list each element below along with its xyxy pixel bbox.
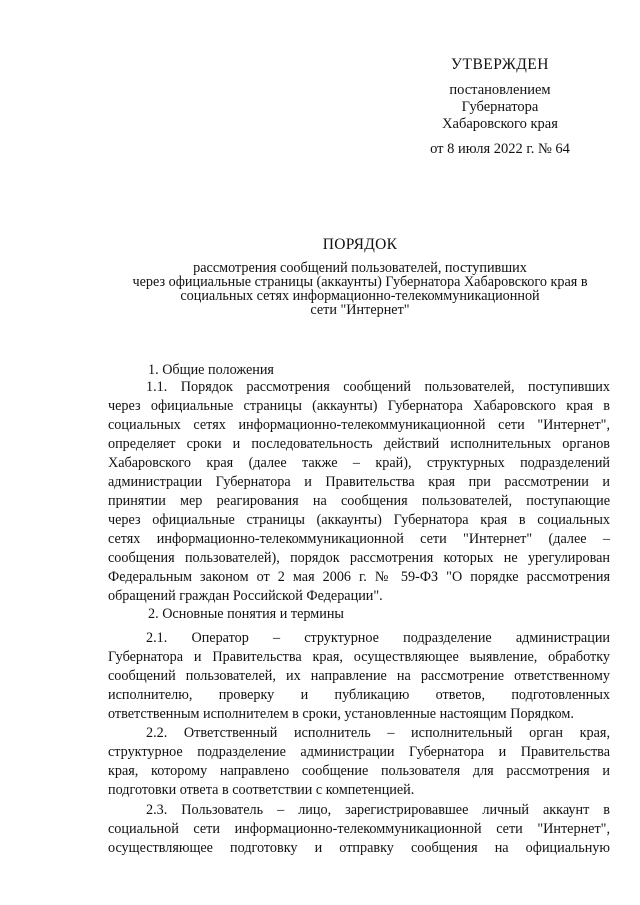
approval-heading: УТВЕРЖДЕН: [451, 56, 549, 73]
text-line: 1.1. Порядок рассмотрения сообщений пользователей, поступивших: [146, 379, 610, 395]
text-line: Губернатора и Правительства края, осуществляющее выявление, обработку: [108, 649, 610, 665]
text-line: 2.1. Оператор – структурное подразделение администрации: [146, 630, 610, 646]
approval-stamp: [400, 56, 600, 158]
approval-line: Губернатора: [461, 99, 539, 115]
text-line: структурное подразделение администрации Губернатора и Правительства: [108, 744, 610, 760]
text-line: края, которому направлено сообщение пользователя для рассмотрения и: [108, 763, 610, 779]
document-subtitle-line: социальных сетях информационно-телекоммуникационной: [180, 288, 540, 304]
text-line: сообщения пользователей), порядок рассмотрения которых не урегулирован: [108, 550, 610, 566]
text-line: социальных сетях информационно-телекоммуникационной сети "Интернет",: [108, 417, 610, 433]
text-line: сетях информационно-телекоммуникационной сети "Интернет" (далее –: [108, 531, 610, 547]
text-line: через официальные страницы (аккаунты) Губернатора Хабаровского края в: [108, 398, 610, 414]
text-line: администрации Губернатора и Правительства края при рассмотрении и: [108, 474, 610, 490]
paragraph-2-3: [108, 802, 610, 859]
text-line: через официальные страницы (аккаунты) Губернатора края в социальных: [108, 512, 610, 528]
text-line: принятии мер реагирования на сообщения пользователей, поступающие: [108, 493, 610, 509]
document-subtitle-line: через официальные страницы (аккаунты) Губернатора Хабаровского края в: [132, 274, 588, 290]
text-line: подготовки ответа в соответствии с компетенцией.: [108, 782, 415, 798]
text-line: осуществляющее подготовку и отправку сообщения на официальную: [108, 840, 610, 856]
section-2-heading: 2. Основные понятия и термины: [148, 606, 344, 622]
text-line: ответственным исполнителем в сроки, установленные настоящим Порядком.: [108, 706, 574, 722]
paragraph-2-1: [108, 630, 610, 725]
text-line: Федеральным законом от 2 мая 2006 г. № 59-ФЗ "О порядке рассмотрения: [108, 569, 610, 585]
text-line: 2.2. Ответственный исполнитель – исполнительный орган края,: [146, 725, 610, 741]
document-title: ПОРЯДОК: [322, 236, 398, 253]
text-line: 2.3. Пользователь – лицо, зарегистрировавшее личный аккаунт в: [146, 802, 610, 818]
approval-date: от 8 июля 2022 г. № 64: [430, 141, 570, 157]
paragraph-2-2: [108, 725, 610, 801]
text-line: Хабаровского края (далее также – край), структурных подразделений: [108, 455, 610, 471]
text-line: обращений граждан Российской Федерации".: [108, 588, 383, 604]
text-line: определяет сроки и последовательность действий исполнительных органов: [108, 436, 610, 452]
document-title-block: [100, 236, 620, 317]
text-line: исполнителю, проверку и публикацию ответов, подготовленных: [108, 687, 610, 703]
document-subtitle-line: сети "Интернет": [310, 302, 410, 318]
approval-line: Хабаровского края: [442, 116, 558, 132]
document-subtitle-line: рассмотрения сообщений пользователей, поступивших: [193, 260, 527, 276]
text-line: социальной сети информационно-телекоммуникационной сети "Интернет",: [108, 821, 610, 837]
paragraph-1-1: [108, 379, 610, 607]
text-line: сообщений пользователей, их направление на рассмотрение ответственному: [108, 668, 610, 684]
section-1-heading: 1. Общие положения: [148, 362, 274, 378]
approval-line: постановлением: [449, 82, 551, 98]
